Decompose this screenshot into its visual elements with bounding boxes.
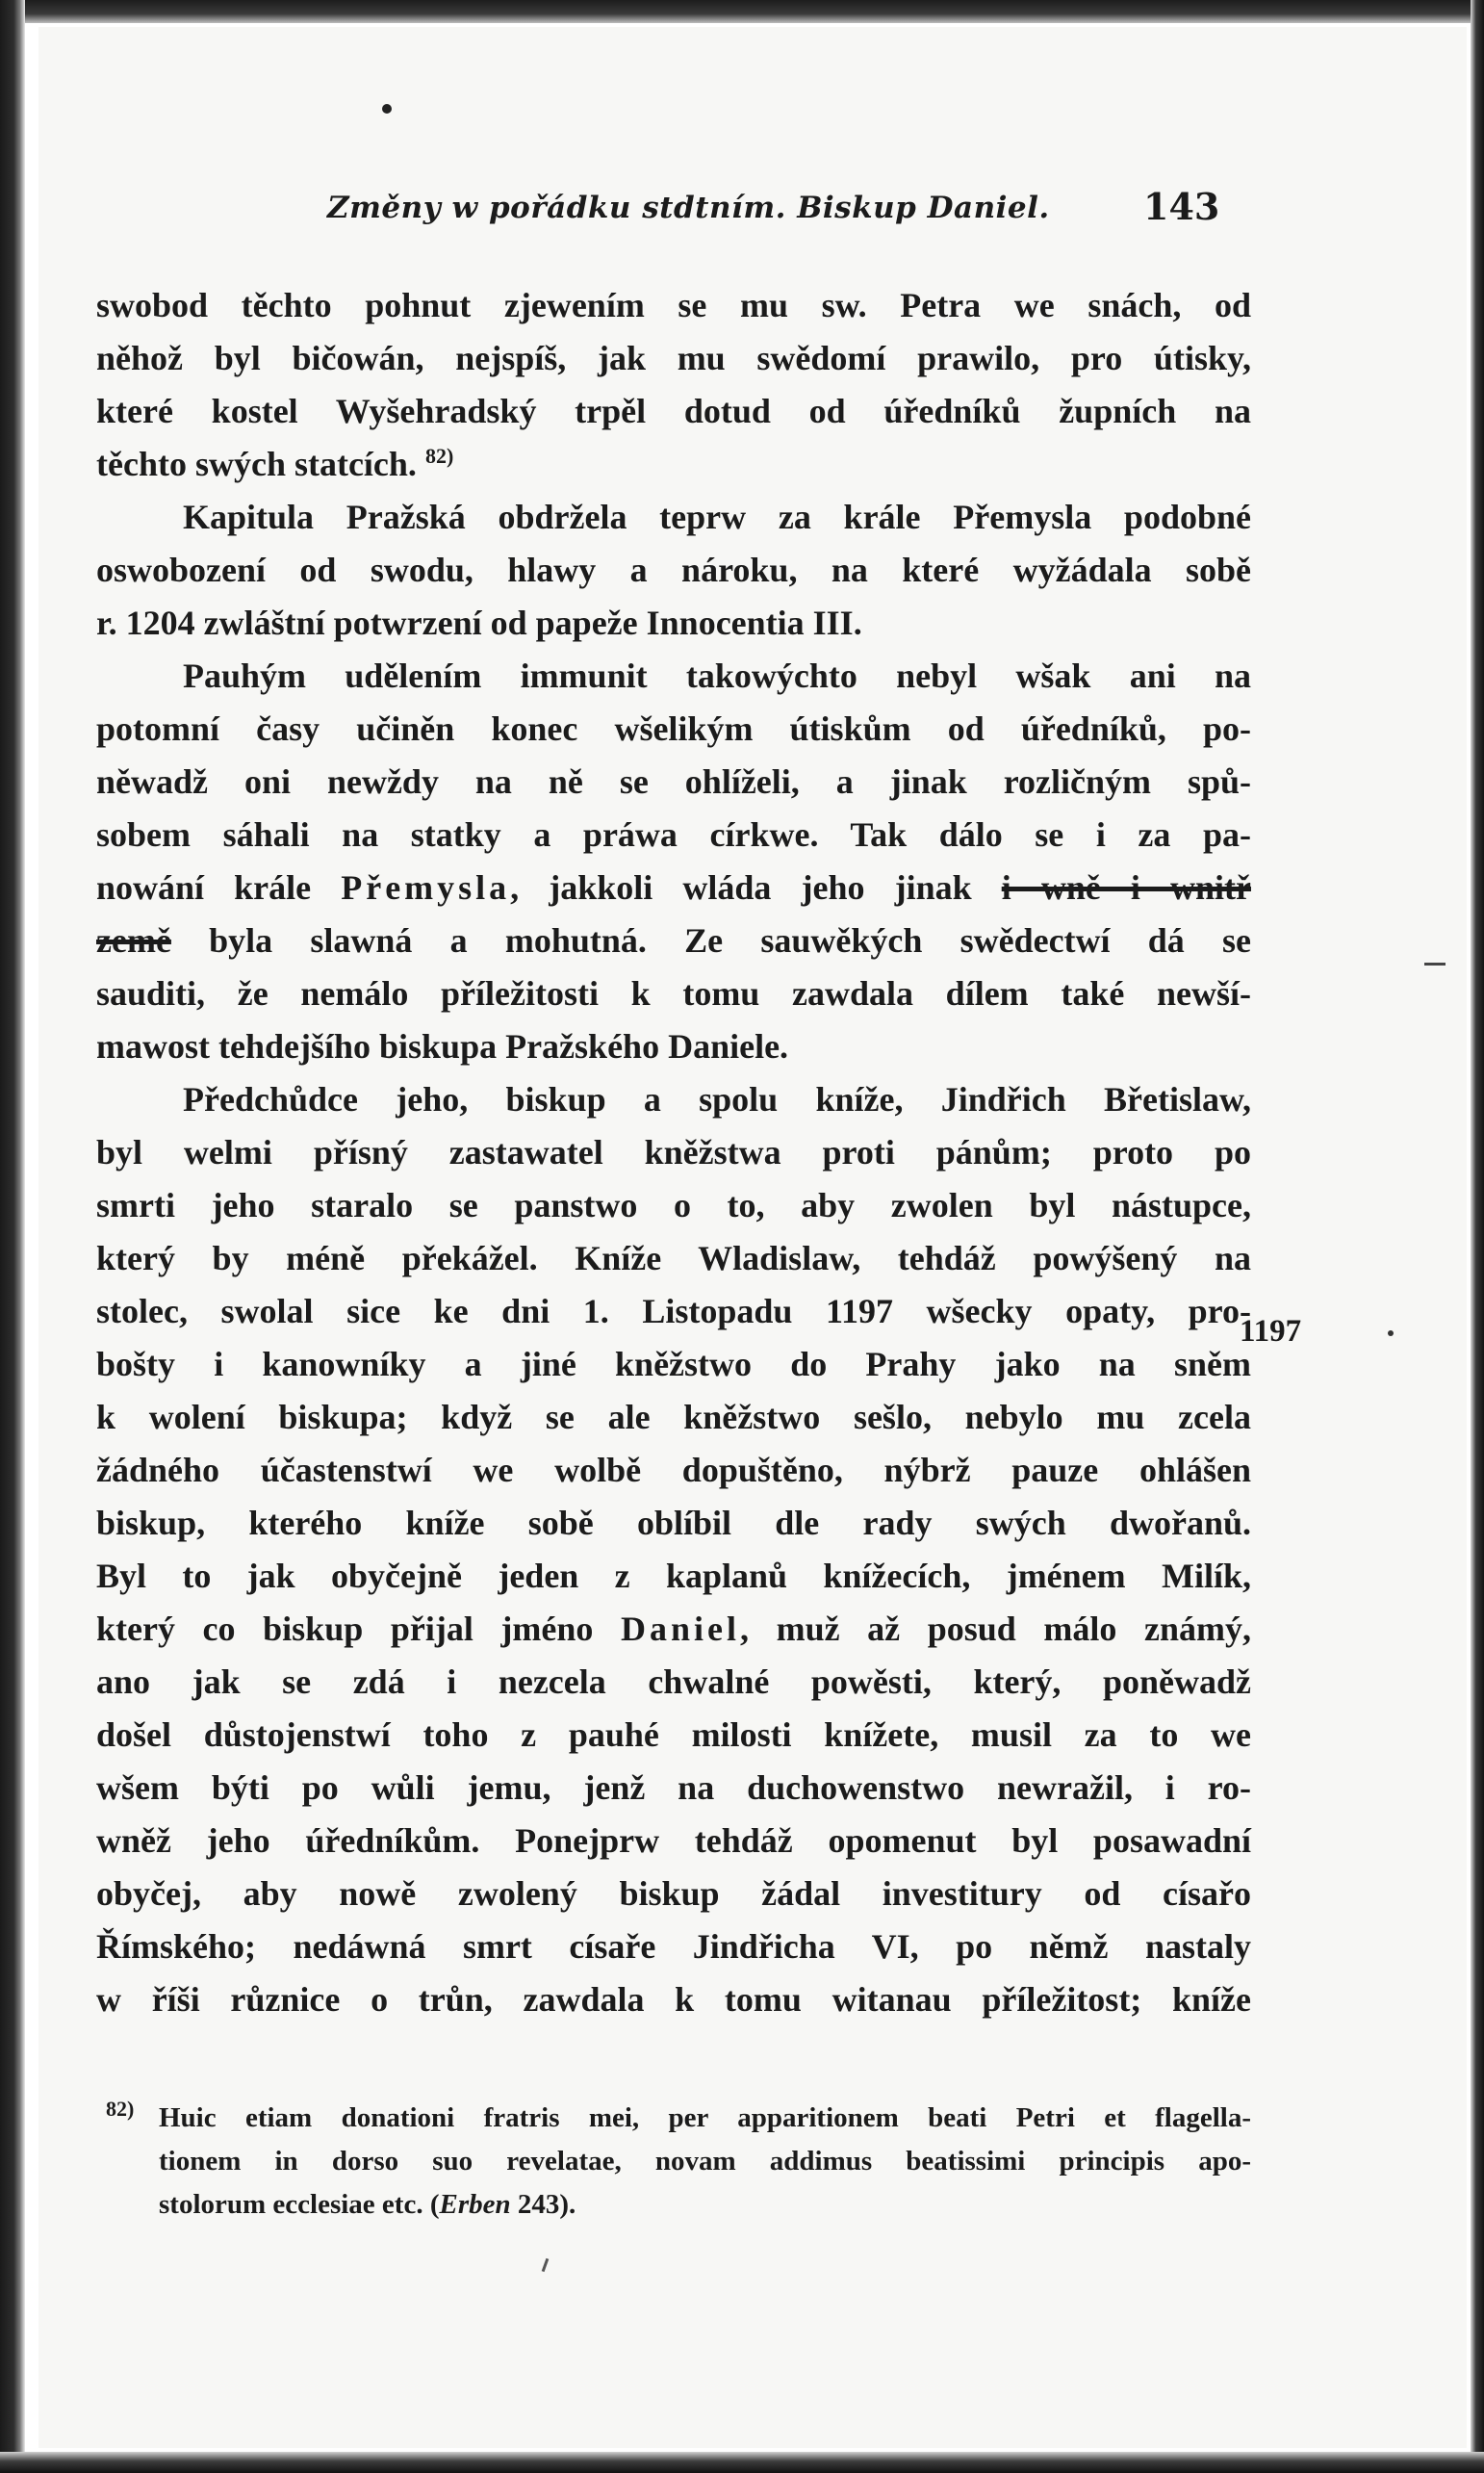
- text-line: swobod těchto pohnut zjewením se mu sw. Petra we snách, od: [96, 286, 1251, 324]
- footnote-line: tionem in dorso suo revelatae, novam addimus beatissimi principis apo-: [159, 2146, 1251, 2177]
- page-number: 143: [1143, 185, 1220, 228]
- text-line: [96, 438, 1251, 491]
- struck-text: i wně i wnitř: [1001, 868, 1251, 907]
- spaced-name: Přemysla: [341, 868, 511, 907]
- text-line: wněž jeho úředníkům. Ponejprw tehdáž opomenut byl posawadní: [96, 1821, 1251, 1860]
- scan-right-edge: [1471, 0, 1484, 2473]
- text-line: Předchůdce jeho, biskup a spolu kníže, Jindřich Břetislaw,: [183, 1080, 1251, 1119]
- footnote-line: [96, 2183, 1251, 2227]
- text-line: w říši různice o trůn, zawdala k tomu witanau příležitost; kníže: [96, 1980, 1251, 2019]
- book-page: [38, 27, 1467, 2448]
- text-line: stolec, swolal sice ke dni 1. Listopadu 1197 wšecky opaty, pro-: [96, 1292, 1251, 1330]
- text-fragment: těchto swých statcích.: [96, 445, 417, 483]
- text-line: sauditi, že nemálo příležitosti k tomu zawdala dílem také newší-: [96, 974, 1251, 1013]
- text-line: sobem sáhali na statky a práwa církwe. Tak dálo se i za pa-: [96, 815, 1251, 854]
- footnote-reference: 82): [424, 444, 454, 468]
- text-fragment: který co biskup přijal jméno: [96, 1610, 594, 1648]
- book-binding-edge: [0, 0, 25, 2473]
- text-line: mawost tehdejšího biskupa Pražského Daniele.: [96, 1027, 789, 1066]
- text-line: [96, 1603, 1251, 1656]
- text-line: žádného účastenstwí we wolbě dopuštěno, nýbrž pauze ohlášen: [96, 1451, 1251, 1489]
- text-line: biskup, kterého kníže sobě oblíbil dle rady swých dwořanů.: [96, 1504, 1251, 1542]
- text-fragment: , muž až posud málo známý,: [740, 1610, 1251, 1648]
- marginal-year-note: 1197: [1240, 1314, 1302, 1349]
- text-line: došel důstojenstwí toho z pauhé milosti knížete, musil za to we: [96, 1715, 1251, 1754]
- body-text: [96, 279, 1251, 2026]
- text-fragment: , jakkoli wláda jeho jinak: [510, 868, 972, 907]
- footnote-text: 243).: [510, 2189, 576, 2220]
- footnote-citation-author: Erben: [439, 2189, 511, 2220]
- text-line: k wolení biskupa; když se ale kněžstwo sešlo, nebylo mu zcela: [96, 1398, 1251, 1436]
- footnote-text: stolorum ecclesiae etc. (: [159, 2189, 440, 2220]
- text-fragment: byla slawná a mohutná. Ze sauwěkých swědectwí dá se: [170, 921, 1251, 960]
- text-line: Kapitula Pražská obdržela teprw za krále Přemysla podobné: [183, 498, 1251, 536]
- text-line: Pauhým udělením immunit takowýchto nebyl wšak ani na: [183, 657, 1251, 695]
- text-fragment: nowání krále: [96, 868, 312, 907]
- text-line: Římského; nedáwná smrt císaře Jindřicha VI, po němž nastaly: [96, 1927, 1251, 1966]
- text-line: Byl to jak obyčejně jeden z kaplanů knížecích, jménem Milík,: [96, 1557, 1251, 1595]
- scan-top-edge: [25, 0, 1484, 23]
- footnote-line: [96, 2097, 1251, 2140]
- stray-pen-mark: [542, 2258, 550, 2272]
- footnote-text: Huic etiam donationi fratris mei, per apparitionem beati Petri et flagella-: [159, 2102, 1251, 2133]
- spaced-name: Daniel: [620, 1610, 740, 1648]
- scan-bottom-edge: [0, 2452, 1484, 2473]
- footnote: [96, 2097, 1251, 2227]
- footnote-marker: 82): [106, 2097, 135, 2122]
- text-line: něhož byl bičowán, nejspíš, jak mu swědomí prawilo, pro útisky,: [96, 339, 1251, 377]
- text-line: bošty i kanowníky a jiné kněžstwo do Prahy jako na sněm: [96, 1345, 1251, 1383]
- text-line: které kostel Wyšehradský trpěl dotud od úředníků župních na: [96, 392, 1251, 430]
- text-line: který by méně překážel. Kníže Wladislaw, tehdáž powýšený na: [96, 1239, 1251, 1277]
- text-line: obyčej, aby nowě zwolený biskup žádal investitury od císařo: [96, 1874, 1251, 1913]
- running-head: Změny w pořádku stdtním. Biskup Daniel.: [327, 191, 1050, 225]
- text-line: [96, 862, 1251, 914]
- text-line: [96, 914, 1251, 967]
- text-line: oswobození od swodu, hlawy a nároku, na které wyžádala sobě: [96, 551, 1251, 589]
- margin-speck: [1388, 1330, 1394, 1336]
- text-line: byl welmi přísný zastawatel kněžstwa proti pánům; proto po: [96, 1133, 1251, 1172]
- text-line: r. 1204 zwláštní potwrzení od papeže Innocentia III.: [96, 604, 862, 642]
- text-line: něwadž oni newždy na ně se ohlíželi, a jinak rozličným spů-: [96, 762, 1251, 801]
- text-line: ano jak se zdá i nezcela chwalné powěsti, který, poněwadž: [96, 1662, 1251, 1701]
- text-line: smrti jeho staralo se panstwo o to, aby zwolen byl nástupce,: [96, 1186, 1251, 1224]
- struck-text: země: [96, 921, 171, 960]
- text-line: wšem býti po wůli jemu, jenž na duchowenstwo newražil, i ro-: [96, 1768, 1251, 1807]
- text-line: potomní časy učiněn konec wšelikým útiskům od úředníků, po-: [96, 709, 1251, 748]
- margin-mark: [1424, 963, 1446, 966]
- ink-speck: [382, 104, 392, 114]
